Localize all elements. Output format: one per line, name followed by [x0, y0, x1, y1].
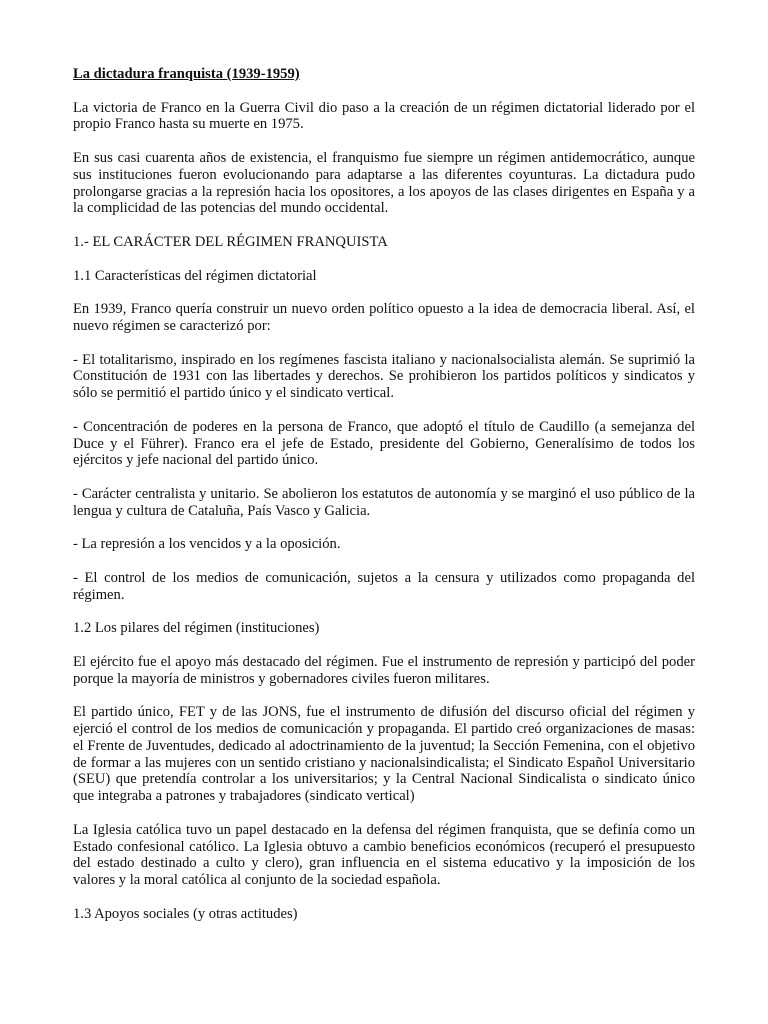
document-body [73, 100, 695, 923]
body-paragraph: - El control de los medios de comunicación, sujetos a la censura y utilizados como propaganda del régimen. [73, 569, 695, 603]
document-page [73, 66, 695, 939]
body-paragraph: La victoria de Franco en la Guerra Civil dio paso a la creación de un régimen dictatorial liderado por el propio Franco hasta su muerte en 1975. [73, 99, 695, 133]
body-paragraph: - Concentración de poderes en la persona de Franco, que adoptó el título de Caudillo (a semejanza del Duce y el Führer). Franco era el jefe de Estado, presidente del Gobierno, Generalísimo de todos los ejércitos y jefe nacional del partido único. [73, 418, 695, 469]
body-paragraph: La Iglesia católica tuvo un papel destacado en la defensa del régimen franquista, que se definía como un Estado confesional católico. La Iglesia obtuvo a cambio beneficios económicos (recuperó el presupuesto del estado destinado a culto y clero), gran influencia en el sistema educativo y la imposición de los valores y la moral católica al conjunto de la sociedad española. [73, 821, 695, 889]
body-paragraph: El partido único, FET y de las JONS, fue el instrumento de difusión del discurso oficial del régimen y ejerció el control de los medios de comunicación y propaganda. El partido creó organizaciones de masas: el Frente de Juventudes, dedicado al adoctrinamiento de la juventud; la Sección Femenina, con el objetivo de formar a las mujeres con un sentido cristiano y nacionalsindicalista; el Sindicato Español Universitario (SEU) que pretendía controlar a los universitarios; y la Central Nacional Sindicalista o sindicato único que integraba a patrones y trabajadores (sindicato vertical) [73, 704, 695, 805]
section-heading: 1.- EL CARÁCTER DEL RÉGIMEN FRANQUISTA [73, 233, 388, 250]
body-paragraph: En sus casi cuarenta años de existencia, el franquismo fue siempre un régimen antidemocrático, aunque sus instituciones fueron evolucionando para adaptarse a las diferentes coyunturas. La dictadura pudo prolongarse gracias a la represión hacia los opositores, a los apoyos de las clases dirigentes en España y a la complicidad de las potencias del mundo occidental. [73, 149, 695, 217]
section-heading: 1.3 Apoyos sociales (y otras actitudes) [73, 905, 298, 922]
section-heading: 1.1 Características del régimen dictatorial [73, 267, 317, 284]
body-paragraph: - Carácter centralista y unitario. Se abolieron los estatutos de autonomía y se marginó el uso público de la lengua y cultura de Cataluña, País Vasco y Galicia. [73, 485, 695, 519]
body-paragraph: El ejército fue el apoyo más destacado del régimen. Fue el instrumento de represión y participó del poder porque la mayoría de ministros y gobernadores civiles fueron militares. [73, 653, 695, 687]
body-paragraph: - El totalitarismo, inspirado en los regímenes fascista italiano y nacionalsocialista alemán. Se suprimió la Constitución de 1931 con las libertades y derechos. Se prohibieron los partidos políticos y sindicatos y sólo se permitió el partido único y el sindicato vertical. [73, 351, 695, 402]
section-heading: 1.2 Los pilares del régimen (instituciones) [73, 620, 320, 637]
body-paragraph: En 1939, Franco quería construir un nuevo orden político opuesto a la idea de democracia liberal. Así, el nuevo régimen se caracterizó por: [73, 301, 695, 334]
document-title: La dictadura franquista (1939-1959) [73, 66, 300, 82]
body-paragraph: - La represión a los vencidos y a la oposición. [73, 536, 341, 553]
